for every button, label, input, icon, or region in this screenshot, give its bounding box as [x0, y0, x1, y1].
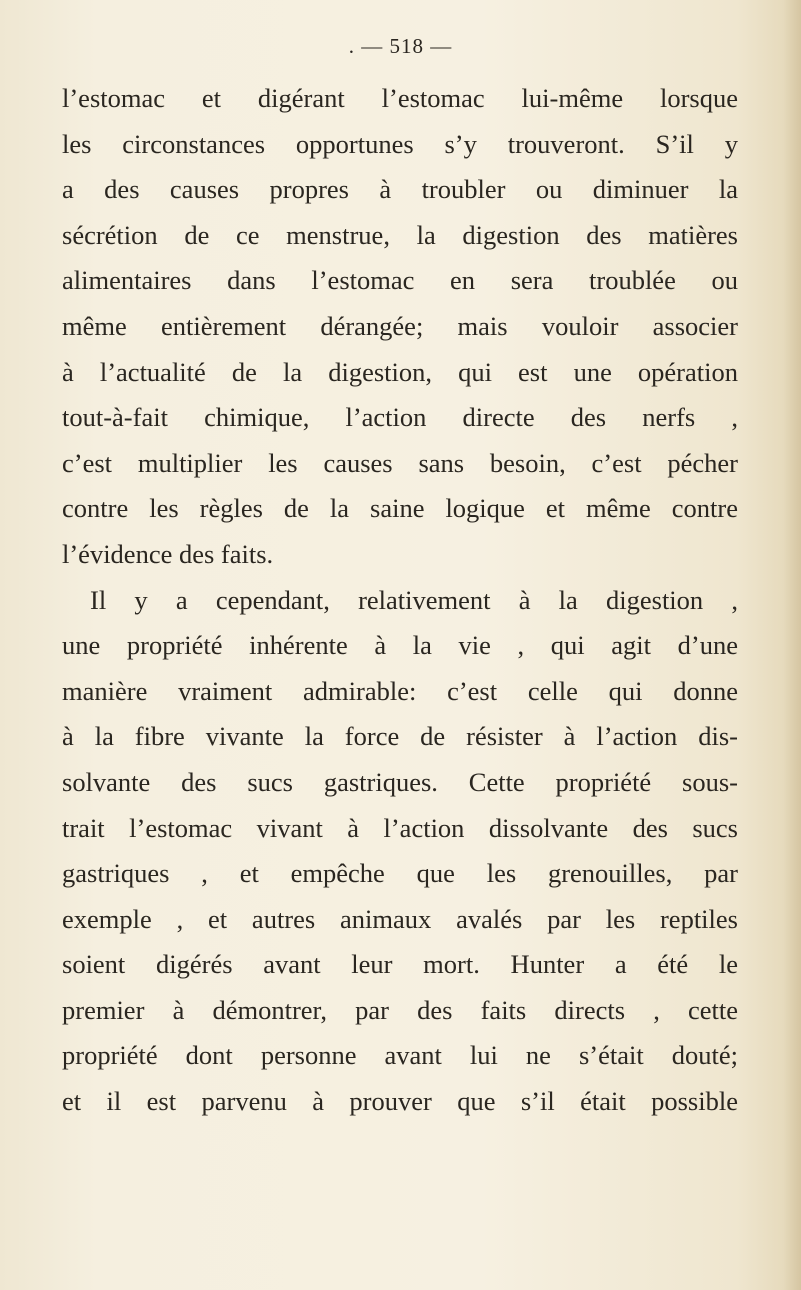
body-text	[62, 76, 738, 1125]
text-line: l’estomac et digérant l’estomac lui-même lorsque	[62, 83, 738, 113]
text-line: gastriques , et empêche que les grenouilles, par	[62, 858, 738, 889]
page-number: . — 518 —	[348, 34, 453, 58]
text-line: manière vraiment admirable: c’est celle qui donne	[62, 675, 738, 706]
text-line: tout-à-fait chimique, l’action directe des nerfs ,	[62, 402, 738, 433]
text-line: à la fibre vivante la force de résister à l’action dis-	[62, 721, 738, 752]
text-line: trait l’estomac vivant à l’action dissolvante des sucs	[62, 812, 738, 843]
text-line: contre les règles de la saine logique et même contre	[62, 493, 738, 524]
text-line: a des causes propres à troubler ou diminuer la	[62, 174, 738, 205]
text-line: et il est parvenu à prouver que s’il était possible	[62, 1086, 738, 1117]
text-line: une propriété inhérente à la vie , qui agit d’une	[62, 630, 738, 661]
text-line: solvante des sucs gastriques. Cette propriété sous-	[62, 766, 738, 797]
page-edge-shadow	[783, 0, 801, 1290]
text-line: même entièrement dérangée; mais vouloir associer	[62, 310, 738, 341]
text-line: soient digérés avant leur mort. Hunter a été le	[62, 949, 738, 980]
text-line: c’est multiplier les causes sans besoin, c’est pécher	[62, 447, 738, 478]
text-line: les circonstances opportunes s’y trouveront. S’il y	[62, 128, 738, 159]
text-line: alimentaires dans l’estomac en sera troublée ou	[62, 265, 738, 296]
paragraph-start-line: Il y a cependant, relativement à la digestion ,	[90, 584, 738, 615]
paragraph-end-line: l’évidence des faits.	[62, 538, 274, 569]
text-line: propriété dont personne avant lui ne s’était douté;	[62, 1040, 738, 1071]
text-line: à l’actualité de la digestion, qui est une opération	[62, 356, 738, 387]
text-line: sécrétion de ce menstrue, la digestion des matières	[62, 219, 738, 250]
text-line: premier à démontrer, par des faits directs , cette	[62, 994, 738, 1025]
text-line: exemple , et autres animaux avalés par les reptiles	[62, 903, 738, 934]
